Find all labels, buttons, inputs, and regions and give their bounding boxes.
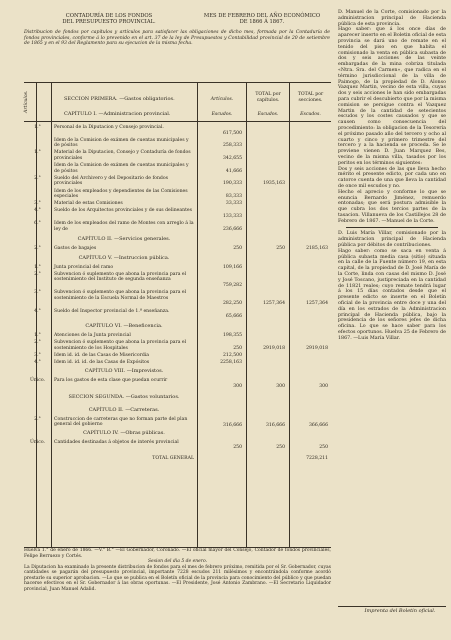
article-amount: 41,666	[225, 168, 242, 174]
article-amount: 759,282	[223, 283, 242, 289]
header-office: CONTADURÍA DE LOS FONDOS	[65, 13, 153, 19]
col-articulos: Artículos.	[210, 97, 234, 102]
chapter-total: 250	[276, 245, 285, 251]
right-column	[338, 10, 446, 342]
article-amount: 250	[233, 445, 242, 451]
chapter-heading: SECCION SEGUNDA. —Gastos voluntarios.	[68, 393, 180, 400]
article-number: 2.°	[34, 416, 41, 422]
footer-approval: La Diputacion ha examinado la presente distribucion de fondos para el mes de febrero próximo, remitida por el Sr. Gobernador, cuyas cantidades se pagarán del presupuesto provincial, importante 7228 escudos 211 milésimos y encontrándola conforme acordó prestarle su superior aprobacion. —Lo que se publica en el Boletín oficial de la provincia para conocimiento del público y que puedan hacerse efectivos en el Sr. Gobernador á las obras oportunas. —El Presidente, José Antonio Zambrano. —El Secretario Liquidador provincial, Juan Manuel Adalid.	[24, 564, 331, 592]
article-amount: 65,666	[225, 314, 242, 320]
article-description: Sueldo de los Arquitectos provinciales y de sus delineantes	[54, 208, 192, 214]
article-amount: 250	[233, 345, 242, 351]
notice-body: Hago saber: como se saca en venta á pública subasta media casa (sitio) situada en la calle de la Fuente número 19, en esta capital, de la propiedad de D. José María de la Corte, linda con casas del mismo D. José y José Toscano, justipreciada en la cantidad de 11821 reales; cuyo remate tendrá lugar á los 15 días contados desde que el presente edicto se inserte en el Boletín oficial de la provincia entre doce y una del día en los estrados de la Administracion principal de Hacienda pública, bajo la presidencia de los señores jefes de dicha oficina. Lo que se hace saber para los efectos oportunos. Huelva 25 de Febrero de 1867. —Luis María Villar.	[338, 248, 446, 341]
article-number: 1.°	[34, 333, 41, 339]
section-total: 1257,364	[306, 301, 328, 307]
notice-body: Hecho el aprecio y conforme lo que se enuncia Bernardo Jiménez, remuerdo entonadas; que será postura admisible la que cubra los dos tercios partes de la tasacion. Villanueva de los Castillejos 28 de Febrero de 1867. —Manuel de la Corte.	[338, 189, 446, 224]
chapter-heading: CAPÍTULO II. —Carreteras.	[88, 406, 160, 413]
article-amount: 282,250	[223, 301, 242, 307]
article-number: 3.°	[34, 353, 41, 358]
header-right	[198, 14, 326, 26]
col-divider	[51, 83, 52, 547]
article-number: Único.	[29, 378, 46, 384]
notice-body: Hago saber: que á los once días de aparecer inserto en el Boletin oficial de esta provincia se dará uno de remate en el tenido del piso en que habita el comisionado la venta en pública subasta de dos y seis acciones de las veinte embargadas de la mina cobriza titulada «Ntra. Sra. del Carmen», que radica en el término jurisdiccional de la villa de Paimogo, de la propiedad de D. Alonso Vazquez Martin, vecino de esta villa, cuyas dos y seis acciones le han sido embargadas para cubrir el descubierto que por la misma comision se persigue contra el Vazquez Martin de la cantidad de setecientos escudos y los costes causados y que se causen como consecuencia del procedimiento: la obligacion de la Tesorería el próximo pasado año del tercero y ocho al cuarto y cinco y primero trimestre del tercero y a la hacienda se proceda. Se le previene vienen D. Juan Marquez Bes, vecino de la misma villa, tasados por los peritos en los términos siguientes:	[338, 27, 446, 166]
distribution-table	[24, 82, 331, 548]
article-description: Cantidades destinadas á objetos de interés provincial	[54, 439, 179, 445]
imprint: Imprenta del Boletin oficial.	[364, 608, 436, 614]
article-amount: 109,166	[223, 264, 242, 270]
article-description: Idem id. id. de las Casas de Misericordia	[54, 353, 149, 358]
article-description: Sueldo del Archivero y del Depositario de fondos provinciales	[54, 175, 168, 187]
notice-heading: D. Luis María Villar, comisionado por la administracion principal de Hacienda pública por débitos de contribuciones.	[338, 231, 446, 249]
article-number: 2.°	[34, 340, 41, 346]
article-description: Subvencion ó suplemento que abona la provincia para el sostenimiento del Instituto de segunda enseñanza	[54, 271, 187, 283]
footer-session: Sesion del dia 5 de enero.	[147, 559, 208, 564]
header-left	[24, 14, 194, 26]
separator	[338, 606, 446, 607]
chapter-total: 316,666	[266, 422, 285, 428]
article-amount: 236,666	[223, 226, 242, 232]
side-label: Artículos.	[24, 90, 29, 113]
chapter-total: 300	[276, 383, 285, 389]
intro-paragraph: Distribucion de fondos por capítulos y artículos para satisfacer las obligaciones de dicho mes, formada por la Contaduría de fondos provinciales, conforme á lo prevenido en el art. 37 de la ley de Presupuestos y Contabilidad provincial de 20 de setiembre de 1865 y en el 93 del Reglamento para su ejecucion de la misma fecha.	[24, 30, 330, 47]
chapter-heading: CAPÍTULO IV. —Obras públicas.	[83, 429, 165, 436]
article-description: Idem de la Comision de exámen de cuentas municipales y de pósitos	[54, 137, 189, 149]
article-number: 2.°	[34, 245, 41, 251]
article-number: 3.°	[34, 201, 41, 207]
article-number: 6.°	[34, 221, 41, 226]
notice-body: Dos y seis acciones de las que lleva hecho mérito el presente edicto, por cada uno en catorce cuenta de una que lleva la cantidad de once mil escudos y no.	[338, 166, 446, 189]
section-total: 250	[319, 445, 328, 451]
col-divider	[289, 83, 290, 547]
chapter-total: 1935,163	[263, 181, 285, 187]
article-amount: 212,500	[223, 353, 242, 358]
article-number: 2.°	[34, 175, 41, 181]
article-description: Subvencion ó suplemento que abona la provincia para el sostenimiento de los Hospitales	[54, 340, 187, 351]
article-description: Para los gastos de esta clase que puedan ocurrir	[54, 378, 168, 384]
article-number: Único.	[29, 439, 46, 445]
article-amount: 198,355	[223, 333, 242, 339]
section-total: 366,666	[309, 422, 328, 428]
col-divider	[246, 83, 247, 547]
article-number: 1.°	[34, 125, 41, 130]
article-description: Idem id. id. id. de las Casas de Expósitos	[54, 360, 150, 366]
header-year: DE 1866 Á 1867.	[239, 18, 285, 25]
total-value: 7228,211	[306, 456, 328, 462]
article-amount: 250	[233, 245, 242, 251]
article-amount: 2258,163	[220, 360, 242, 366]
section-primera: SECCION PRIMERA. —Gastos obligatorios.	[64, 96, 175, 102]
article-number: 4.°	[34, 208, 41, 214]
header-office-sub: DEL PRESUPUESTO PROVINCIAL.	[62, 18, 156, 25]
article-description: Material de estas Comisiones	[54, 201, 123, 207]
header-month: MES DE FEBRERO DEL AÑO ECONÓMICO	[203, 13, 321, 19]
footer	[24, 548, 331, 592]
article-number: 4.°	[34, 360, 41, 366]
article-amount: 316,666	[223, 422, 242, 428]
chapter-heading: CAPÍTULO II. —Servicios generales.	[77, 235, 171, 242]
article-number: 4.°	[34, 308, 41, 314]
col-total-cap: TOTAL por capítulos.	[255, 92, 281, 103]
chapter-heading: CAPÍTULO I. —Administracion provincial.	[64, 111, 171, 117]
article-amount: 33,333	[225, 201, 242, 207]
footer-signature: Huelva 1.° de enero de 1866. —V.° B.° —El Gobernador, Coronado. —El oficial mayor del Consejo, Contador de fondos provinciales, Felipe Berruezo y Cortés.	[24, 548, 331, 559]
header-divider	[24, 121, 331, 122]
section-total: 300	[319, 383, 328, 389]
article-description: Idem de los empleados del ramo de Montes con arreglo á la ley de	[54, 221, 194, 232]
article-number: 1.°	[34, 150, 41, 156]
article-number: 1.°	[34, 264, 41, 270]
article-description: Gastos de bagajes	[54, 245, 97, 251]
unit-label: Escudos.	[257, 112, 279, 117]
article-description: Atenciones de la Junta provincial	[54, 333, 131, 339]
article-description: Idem de los empleados y dependientes de las Comisiones especiales	[54, 188, 188, 200]
separator	[346, 227, 438, 228]
section-total: 2919,018	[306, 345, 328, 351]
chapter-heading: CAPÍTULO V. —Instruccion pública.	[78, 254, 170, 261]
article-description: Sueldo del Inspector provincial de 1.ª enseñanza.	[54, 308, 170, 314]
chapter-heading: CAPÍTULO VIII. —Imprevistos.	[84, 368, 164, 375]
article-amount: 133,333	[223, 213, 242, 219]
article-description: Idem de la Comision de exámen de cuentas municipales y de pósitos	[54, 163, 189, 174]
article-description: Junta provincial del ramo	[54, 264, 114, 270]
article-description: Material de la Diputacion, Consejo y Contaduría de fondos provinciales	[54, 150, 191, 161]
total-label: TOTAL GENERAL	[152, 456, 194, 462]
chapter-total: 1257,364	[263, 301, 285, 307]
article-number: 2.°	[34, 271, 41, 277]
section-total: 2185,163	[306, 245, 328, 251]
article-number: 3.°	[34, 290, 41, 296]
chapter-total: 2919,018	[263, 345, 285, 351]
unit-label: Escudos.	[300, 112, 321, 117]
unit-label: Escudos.	[211, 112, 233, 117]
col-total-sec: TOTAL por secciones.	[297, 92, 324, 103]
chapter-heading: CAPÍTULO VI. —Beneficencia.	[85, 323, 163, 330]
article-description: Construccion de carreteras que no forman parte del plan general del gobierno	[54, 416, 188, 428]
article-description: Subvencion ó suplemento que abona la provincia para el sostenimiento de la Escuela Normal de Maestros	[54, 290, 187, 301]
article-amount: 258,333	[223, 143, 242, 149]
article-amount: 83,333	[225, 194, 242, 200]
article-amount: 617,500	[223, 130, 242, 136]
article-amount: 190,333	[223, 181, 242, 187]
notice-heading: D. Manuel de la Corte, comisionado por la administracion principal de Hacienda pública de esta provincia.	[338, 10, 446, 27]
chapter-total: 250	[276, 445, 285, 451]
article-description: Personal de la Diputacion y Consejo provincial.	[54, 125, 164, 130]
article-amount: 342,655	[223, 156, 242, 161]
article-amount: 300	[233, 383, 242, 389]
